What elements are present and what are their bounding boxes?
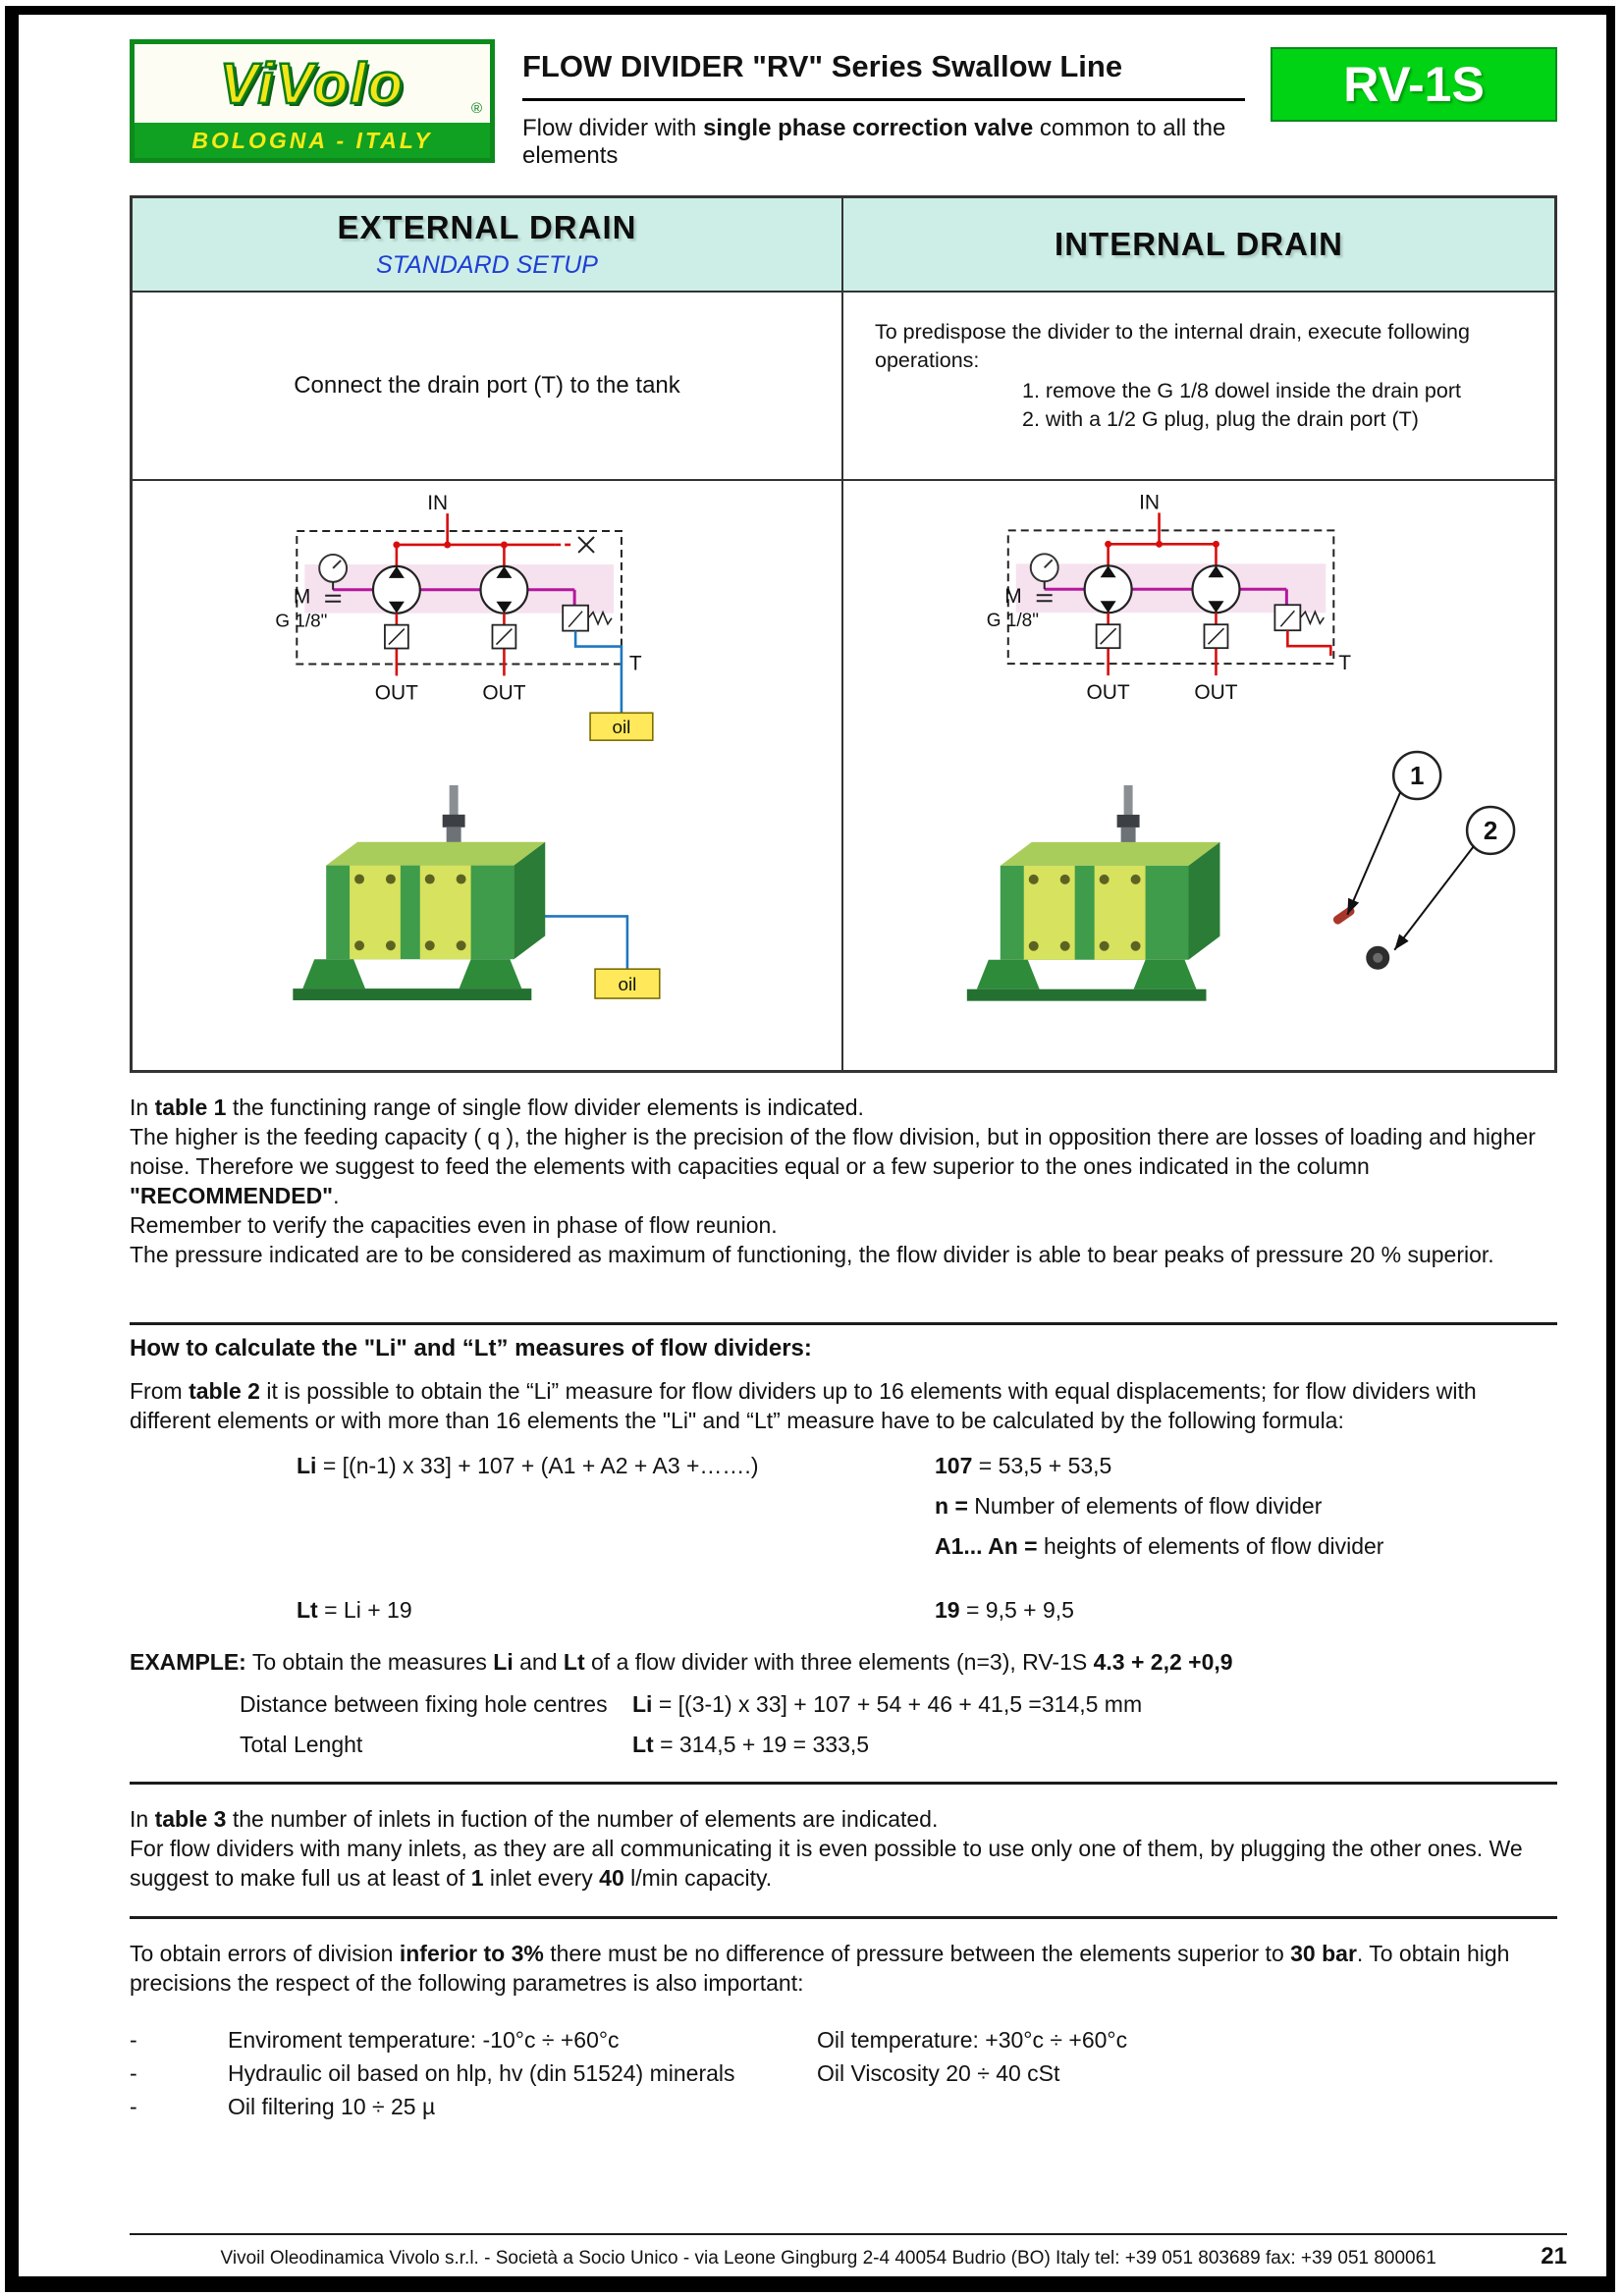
relief-valve-icon	[1204, 624, 1227, 648]
bullet-right: Oil temperature: +30°c ÷ +60°c	[817, 2027, 1128, 2053]
flow-divider-product-photo	[967, 785, 1220, 1001]
bullet-dash: -	[130, 2094, 137, 2119]
bullet-dash: -	[130, 2027, 137, 2053]
g18-port-label: G 1/8"	[275, 611, 328, 632]
internal-hydraulic-schematic	[987, 491, 1352, 704]
top-valve-fitting-icon	[1117, 785, 1140, 847]
section-divider	[130, 1322, 1557, 1325]
page-footer	[130, 2233, 1567, 2270]
drain-options-table	[130, 195, 1557, 1073]
model-badge: RV-1S	[1271, 47, 1557, 122]
example-heading: EXAMPLE: To obtain the measures Li and Lt of a flow divider with three elements (n=3), RV-1S 4.3 + 2,2 +0,9	[130, 1649, 1233, 1675]
bullet-left: Oil filtering 10 ÷ 25 µ	[228, 2094, 436, 2119]
header-title-block	[495, 39, 1271, 170]
drain-plug-part	[1366, 946, 1389, 970]
footer-divider	[130, 2233, 1567, 2235]
internal-drain-header-cell	[843, 198, 1554, 293]
note-a: A1... An = heights of elements of flow divider	[935, 1533, 1384, 1559]
oil-tank-box	[595, 969, 660, 998]
divider-element-icon	[373, 566, 420, 614]
registered-trademark-mark: ®	[470, 100, 482, 117]
external-drain-title: EXTERNAL DRAIN	[337, 209, 637, 245]
external-drain-header-cell	[133, 198, 843, 293]
precision-paragraph: To obtain errors of division inferior to 3% there must be no difference of pressure between the elements superior to 30 bar. To obtain high precisions the respect of the following parametres is also important:	[130, 1941, 1510, 1996]
total-length-label: Total Lenght	[240, 1732, 363, 1757]
precision-bullets	[130, 2023, 1557, 2123]
company-footer-text: Vivoil Oleodinamica Vivolo s.r.l. - Società a Socio Unico - via Leone Gingburg 2-4 40054 Budrio (BO) Italy tel: +39 051 803689 fax: +39 051 800061	[220, 2248, 1436, 2269]
out-label: OUT	[1086, 681, 1130, 705]
plugged-port-x-icon	[578, 537, 594, 553]
section-divider	[130, 1916, 1557, 1919]
svg-text:oil: oil	[612, 718, 631, 739]
note-line: The higher is the feeding capacity ( q ), the higher is the precision of the flow division, but in opposition there are losses of loading and higher noise. Therefore we suggest to feed the elements with capacities equal or a few superior to the ones indicated in the column "RECOMMENDED".	[130, 1124, 1536, 1208]
logo-wordmark-area	[135, 44, 490, 123]
external-drain-diagram-cell	[133, 481, 843, 1070]
flow-divider-product-photo	[293, 785, 627, 1000]
svg-text:oil: oil	[618, 975, 637, 996]
internal-drain-intro: To predispose the divider to the internal drain, execute following operations:	[875, 320, 1470, 372]
note-line: In table 3 the number of inlets in fuction of the number of elements are indicated.	[130, 1806, 939, 1832]
out-label: OUT	[1194, 681, 1238, 705]
calc-intro: From table 2 it is possible to obtain the “Li” measure for flow dividers up to 16 elements with equal displacements; for flow dividers with different elements or with more than 16 elements the "Li" and “Lt” measure have to be calculated by the following formula:	[130, 1378, 1477, 1433]
external-hydraulic-schematic	[275, 492, 652, 740]
calc-section-heading: How to calculate the "Li" and “Lt” measures of flow dividers:	[130, 1335, 812, 1362]
in-label: IN	[1139, 491, 1161, 514]
external-drain-diagram	[133, 481, 841, 1070]
logo-city-band: BOLOGNA - ITALY	[135, 123, 490, 158]
internal-drain-step: 1. remove the G 1/8 dowel inside the drain port	[1022, 379, 1461, 402]
divider-element-icon	[481, 566, 528, 614]
callout-2	[1394, 807, 1514, 950]
t-port-label: T	[1338, 652, 1352, 675]
relief-valve-icon	[492, 625, 515, 649]
svg-text:2: 2	[1483, 815, 1498, 845]
internal-drain-step: 2. with a 1/2 G plug, plug the drain port (T)	[1022, 407, 1419, 431]
example-block	[130, 1649, 1557, 1758]
section-divider	[130, 1782, 1557, 1785]
drain-dowel-part	[1331, 905, 1356, 926]
out-label: OUT	[482, 681, 526, 705]
internal-drain-diagram	[843, 481, 1554, 1070]
bullet-left: Enviroment temperature: -10°c ÷ +60°c	[228, 2027, 620, 2053]
standard-setup-label: STANDARD SETUP	[376, 251, 598, 279]
note-n: n = Number of elements of flow divider	[935, 1493, 1323, 1519]
note-line: The pressure indicated are to be considered as maximum of functioning, the flow divider is able to bear peaks of pressure 20 % superior.	[130, 1242, 1494, 1267]
note-19: 19 = 9,5 + 9,5	[935, 1597, 1074, 1623]
t-port-label: T	[628, 652, 642, 675]
bullet-left: Hydraulic oil based on hlp, hv (din 51524) minerals	[228, 2060, 735, 2086]
bullet-row	[130, 2023, 1557, 2056]
vivolo-logo	[130, 39, 495, 163]
bullet-row	[130, 2056, 1557, 2090]
total-length-formula: Lt = 314,5 + 19 = 333,5	[632, 1732, 870, 1757]
bullet-row	[130, 2090, 1557, 2123]
g18-port-label: G 1/8"	[986, 611, 1039, 632]
bullet-right: Oil Viscosity 20 ÷ 40 cSt	[817, 2060, 1060, 2086]
page-subtitle: Flow divider with single phase correction valve common to all the elements	[522, 115, 1226, 169]
m-port-label: M	[1004, 585, 1022, 609]
in-label: IN	[427, 492, 449, 515]
logo-wordmark: ViVolo	[219, 51, 406, 116]
external-drain-instruction: Connect the drain port (T) to the tank	[133, 293, 843, 481]
m-port-label: M	[293, 585, 311, 609]
li-formula: Li = [(n-1) x 33] + 107 + (A1 + A2 + A3 +…….)	[297, 1453, 759, 1478]
formula-block	[297, 1453, 1557, 1624]
divider-element-icon	[1193, 565, 1240, 613]
page-title: FLOW DIVIDER "RV" Series Swallow Line	[522, 49, 1245, 101]
lt-formula: Lt = Li + 19	[297, 1597, 412, 1623]
bullet-dash: -	[130, 2060, 137, 2086]
table3-notes	[130, 1804, 1557, 1893]
internal-drain-title: INTERNAL DRAIN	[1055, 226, 1343, 262]
table1-notes	[130, 1093, 1557, 1269]
bullet-right	[817, 2090, 1557, 2123]
internal-drain-diagram-cell	[843, 481, 1554, 1070]
oil-tank-box	[590, 713, 653, 740]
note-107: 107 = 53,5 + 53,5	[935, 1453, 1112, 1478]
note-line: For flow dividers with many inlets, as they are all communicating it is even possible to use only one of them, by plugging the other ones. We suggest to make full us at least of 1 inlet every 40 l/min capacity.	[130, 1836, 1523, 1891]
note-line: In table 1 the functining range of single flow divider elements is indicated.	[130, 1095, 864, 1120]
callout-1	[1347, 752, 1440, 915]
divider-element-icon	[1085, 565, 1132, 613]
distance-formula: Li = [(3-1) x 33] + 107 + 54 + 46 + 41,5 =314,5 mm	[632, 1691, 1143, 1717]
note-line: Remember to verify the capacities even in phase of flow reunion.	[130, 1212, 778, 1238]
page-number: 21	[1541, 2243, 1567, 2269]
relief-valve-icon	[1097, 624, 1120, 648]
top-valve-fitting-icon	[443, 785, 465, 847]
svg-text:1: 1	[1409, 760, 1425, 790]
page-header	[130, 39, 1557, 170]
relief-valve-icon	[385, 625, 408, 649]
out-label: OUT	[374, 681, 418, 705]
distance-label: Distance between fixing hole centres	[240, 1691, 608, 1717]
internal-drain-steps	[1022, 377, 1527, 434]
internal-drain-instruction	[843, 293, 1554, 481]
